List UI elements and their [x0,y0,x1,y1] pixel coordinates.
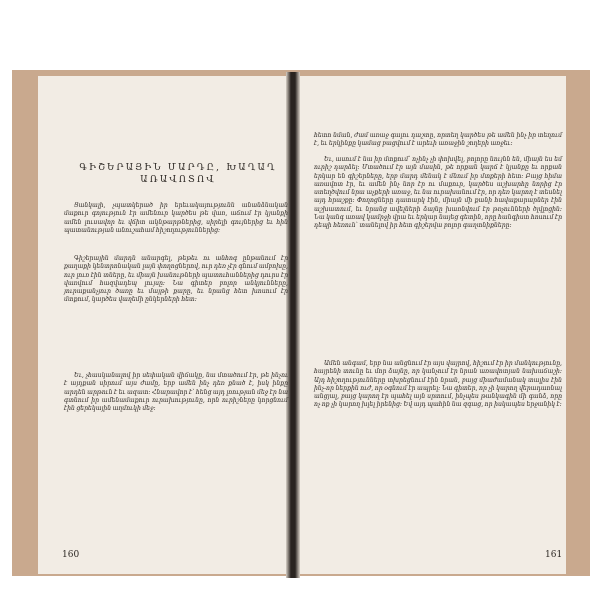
left-paragraph-1: Ցանկալի, չպատկերած իր երեւակայությունն անանձնական մաքուր գոյություն էր ամենուր կարծես թե վառ, աճում էր կյանքի ամեն լուսավոր եւ վճիտ ակնթարթներից, սիրելի գույներից եւ հին պատանության անուշահամ հիշողություններից։ [64,202,288,234]
right-paragraph-2: Եւ, ասում է նա իր մտքում՝ ոչինչ չի փոխվել, բոլորը նույնն են, միայն ես եմ ուրիշ դարձել։ Մտածում էր այն մասին, թե որքան կարճ է կյանքը եւ որքան երկար են գիշերները, երբ մարդ մենակ է մնում իր մտքերի հետ։ Բայց հիմա առավոտ էր, եւ ամեն ինչ նոր էր ու մաքուր, կարծես աշխարհը նորից էր ստեղծվում նրա աչքերի առաջ, եւ նա ուրախանում էր, որ դեռ կարող է տեսնել այդ հրաշքը։ Փողոցները դատարկ էին, միայն մի քանի հավաքարարներ էին աշխատում, եւ նրանց ավելների ձայնը խառնվում էր թռչունների ծլվլոցին։ Նա կանգ առավ կամրջի վրա եւ երկար նայեց գետին, որը հանգիստ հոսում էր դեպի հեռուն՝ տանելով իր հետ գիշերվա բոլոր գաղտնիքները։ [314,156,562,229]
left-paragraph-3: Եւ, չհասկանալով իր սեփական վիճակը, նա մտածում էր, թե ինչու է այդքան սիրում այս ժամը, երբ ամեն ինչ դեռ քնած է, իսկ ինքը արդեն արթուն է եւ ազատ։ Հնարավոր է՝ հենց այդ լռության մեջ էր նա գտնում իր ամենամաքուր ուրախությունը, որն ուրիշները կորցնում էին ցերեկային աղմուկի մեջ։ [64,372,288,412]
right-page [298,76,566,574]
page-number-left: 160 [62,550,80,560]
page-number-right: 161 [545,550,563,560]
chapter-title-line-1: ԳԻՇԵՐԱՅԻՆ ՄԱՐԴԸ, ԽԱՂԱՂ [79,163,277,173]
left-page [38,76,288,574]
chapter-title-line-2: ԱՌԱՎՈՏՈՎ [140,175,216,185]
left-paragraph-2: Գիշերային մարդն անարգել, թեթեւ ու անհոգ ընթանում էր քաղաքի կենտրոնական լայն փողոցներով, ուր դեռ չէր գնում ամբոխը, ուր լուռ էին տները, եւ միայն խանութների պատուհաններից դուրս էր վառվում հազվադեպ լույսը։ Նա գիտեր բոլոր անկյունները, յուրաքանչյուր ծառը եւ մայթի քարը, եւ նրանց հետ խոսում էր մտքում, կարծես վաղեմի ընկերների հետ։ [64,255,288,304]
right-paragraph-3: Ամեն անգամ, երբ նա անցնում էր այս վայրով, հիշում էր իր մանկությունը, հայրենի տունը եւ մոր ձայնը, որ կանչում էր նրան առավոտյան նախաճաշի։ Այդ հիշողությունները տխրեցնում էին նրան, բայց միաժամանակ տալիս էին ինչ-որ ներքին ուժ, որ օգնում էր ապրել։ Նա գիտեր, որ չի կարող վերադառնալ անցյալ, բայց կարող էր պահել այն սրտում, ինչպես թանկագին մի գանձ, որը ոչ ոք չի կարող խլել իրենից։ Եվ այդ պահին նա զգաց, որ իսկապես երջանիկ է։ [314,360,562,409]
right-paragraph-1: հետո նման, ժամ առաջ գալու դաշտը, որտեղ կարծես թե ամեն ինչ իր տեղում է, եւ երկինքը կամաց բացվում է արեւի առաջին շողերի առջեւ։ [314,132,562,148]
chapter-title [64,162,292,186]
book-gutter [286,72,300,578]
